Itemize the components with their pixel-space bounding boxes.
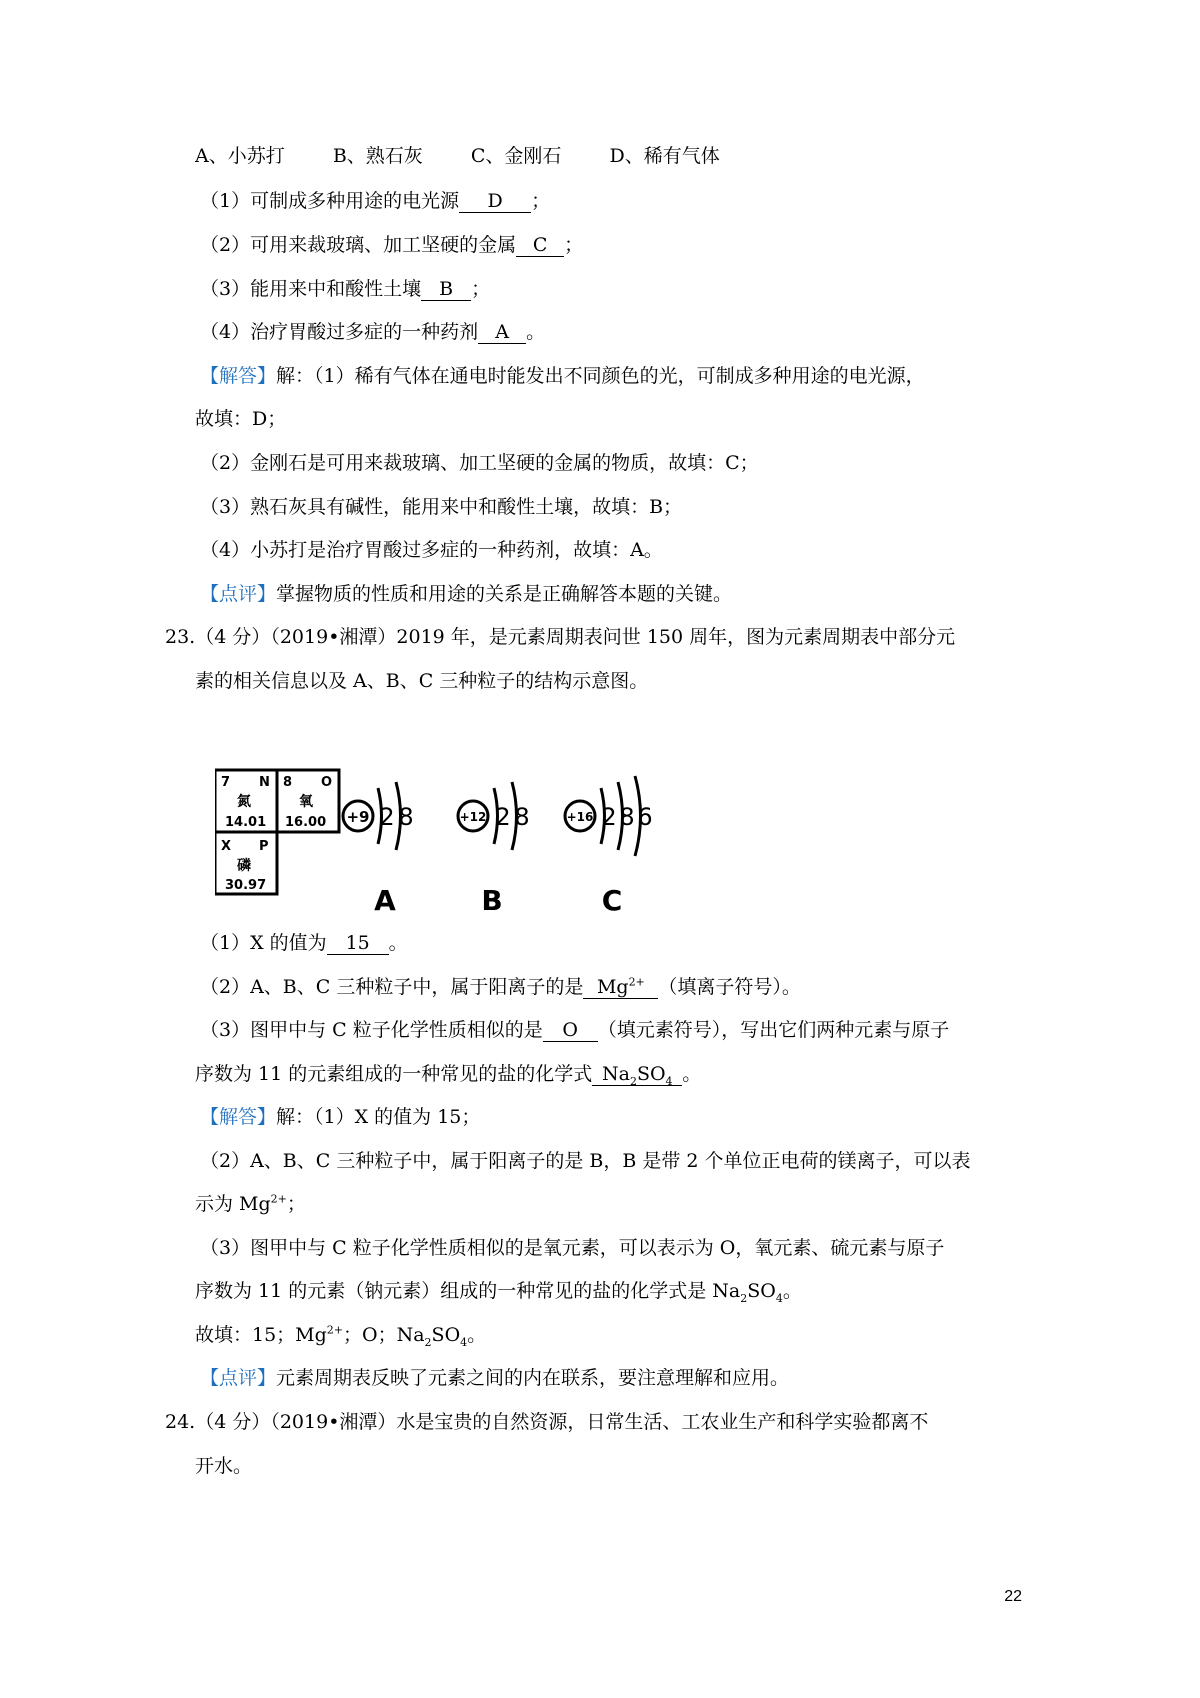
periodic-cells bbox=[215, 770, 339, 894]
atom-c-nucleus: +16 bbox=[566, 810, 594, 824]
atom-c bbox=[565, 776, 653, 917]
q24-line1: 24.（4 分）（2019•湘潭）水是宝贵的自然资源，日常生活、工农业生产和科学实验都离不 bbox=[165, 1411, 929, 1433]
sol23-line3: 示为 $Mg^{2+}$； bbox=[195, 1192, 306, 1215]
atom-a-shell-2: 8 bbox=[398, 803, 414, 831]
q23-sub3-line2: 序数为 11 的元素组成的一种常见的盐的化学式 $Na_2SO_4$ 。 bbox=[195, 1063, 702, 1088]
q23-line1: 23.（4 分）（2019•湘潭）2019 年，是元素周期表问世 150 周年，图为元素周期表中部分元 bbox=[165, 626, 956, 648]
review-tag-2: 【点评】 bbox=[200, 1367, 277, 1389]
cell-n-symbol: N bbox=[259, 775, 270, 790]
q23-answer-2: $Mg^{2+}$ bbox=[583, 976, 658, 999]
atom-b-label: B bbox=[481, 884, 503, 917]
option-b: B、熟石灰 bbox=[332, 145, 423, 167]
q23-answer-1: 15 bbox=[327, 932, 389, 955]
sol23-line2: （2）A、B、C 三种粒子中，属于阳离子的是 B，B 是带 2 个单位正电荷的镁离子，可以表 bbox=[200, 1150, 971, 1172]
solution-tag: 【解答】 bbox=[200, 365, 277, 387]
cell-o-number: 8 bbox=[283, 775, 293, 790]
cell-n-name: 氮 bbox=[237, 794, 251, 810]
cell-o-symbol: O bbox=[321, 775, 333, 790]
atom-b bbox=[458, 782, 530, 917]
q23-sub3: （3）图甲中与 C 粒子化学性质相似的是 O （填元素符号），写出它们两种元素与原子 bbox=[200, 1019, 950, 1041]
q22-sub4: （4）治疗胃酸过多症的一种药剂 A 。 bbox=[200, 321, 546, 343]
q23-answer-3: O bbox=[543, 1019, 598, 1042]
cell-o-mass: 16.00 bbox=[285, 815, 327, 830]
sol23-line5: 序数为 11 的元素（钠元素）组成的一种常见的盐的化学式是 $Na_2SO_4$。 bbox=[195, 1280, 802, 1305]
cell-p-mass: 30.97 bbox=[225, 878, 267, 893]
sol23-line6: 故填：15；$Mg^{2+}$；O；$Na_2SO_4$。 bbox=[195, 1323, 487, 1349]
atom-a-label: A bbox=[374, 884, 396, 917]
sol22-review: 【点评】掌握物质的性质和用途的关系是正确解答本题的关键。 bbox=[200, 583, 733, 605]
review-tag: 【点评】 bbox=[200, 583, 277, 605]
q22-sub3: （3）能用来中和酸性土壤 B ； bbox=[200, 278, 491, 300]
q22-answer-4: A bbox=[478, 321, 526, 344]
option-d: D、稀有气体 bbox=[609, 145, 720, 167]
q22-answer-1: D bbox=[459, 190, 531, 213]
sol22-line3: （2）金刚石是可用来裁玻璃、加工坚硬的金属的物质，故填：C； bbox=[200, 452, 759, 474]
cell-n-mass: 14.01 bbox=[225, 815, 267, 830]
q23-line2: 素的相关信息以及 A、B、C 三种粒子的结构示意图。 bbox=[195, 670, 649, 692]
periodic-table-figure bbox=[215, 768, 715, 918]
cell-p-symbol: P bbox=[259, 839, 269, 854]
atom-c-label: C bbox=[601, 884, 623, 917]
sol22-line2: 故填：D； bbox=[195, 408, 287, 430]
options-line bbox=[195, 143, 720, 169]
solution-tag-2: 【解答】 bbox=[200, 1106, 277, 1128]
cell-p-name: 磷 bbox=[237, 858, 251, 874]
cell-o-name: 氧 bbox=[299, 794, 313, 810]
atom-b-shell-2: 8 bbox=[514, 803, 530, 831]
atom-a-nucleus: +9 bbox=[346, 808, 370, 826]
atom-b-shell-1: 2 bbox=[495, 803, 511, 831]
sol22-line1: 【解答】解：（1）稀有气体在通电时能发出不同颜色的光，可制成多种用途的电光源， bbox=[200, 365, 925, 387]
sol23-line1: 【解答】解：（1）X 的值为 15； bbox=[200, 1106, 481, 1128]
q22-answer-2: C bbox=[516, 234, 564, 257]
cell-n-number: 7 bbox=[221, 775, 231, 790]
page-number: 22 bbox=[1004, 1588, 1022, 1605]
sol23-line4: （3）图甲中与 C 粒子化学性质相似的是氧元素，可以表示为 O，氧元素、硫元素与原子 bbox=[200, 1237, 945, 1259]
cell-p-number: X bbox=[221, 839, 232, 854]
q23-answer-4: $Na_2SO_4$ bbox=[592, 1063, 682, 1086]
atom-c-shell-1: 2 bbox=[601, 803, 617, 831]
q23-sub1: （1）X 的值为 15 。 bbox=[200, 932, 408, 954]
option-a: A、小苏打 bbox=[195, 145, 285, 167]
option-c: C、金刚石 bbox=[470, 145, 562, 167]
atom-c-shell-3: 6 bbox=[637, 803, 653, 831]
q24-line2: 开水。 bbox=[195, 1455, 253, 1477]
atom-a bbox=[343, 782, 414, 917]
q22-answer-3: B bbox=[421, 278, 471, 301]
atom-a-shell-1: 2 bbox=[379, 803, 395, 831]
q22-sub2: （2）可用来裁玻璃、加工坚硬的金属 C ； bbox=[200, 234, 584, 256]
sol22-line4: （3）熟石灰具有碱性，能用来中和酸性土壤，故填：B； bbox=[200, 496, 683, 518]
sol23-review: 【点评】元素周期表反映了元素之间的内在联系，要注意理解和应用。 bbox=[200, 1367, 790, 1389]
atom-c-shell-2: 8 bbox=[619, 803, 635, 831]
q23-sub2: （2）A、B、C 三种粒子中，属于阳离子的是 $Mg^{2+}$ （填离子符号）。 bbox=[200, 975, 801, 998]
q22-sub1: （1）可制成多种用途的电光源 D ； bbox=[200, 190, 551, 212]
atom-b-nucleus: +12 bbox=[459, 810, 487, 824]
sol22-line5: （4）小苏打是治疗胃酸过多症的一种药剂，故填：A。 bbox=[200, 539, 663, 561]
